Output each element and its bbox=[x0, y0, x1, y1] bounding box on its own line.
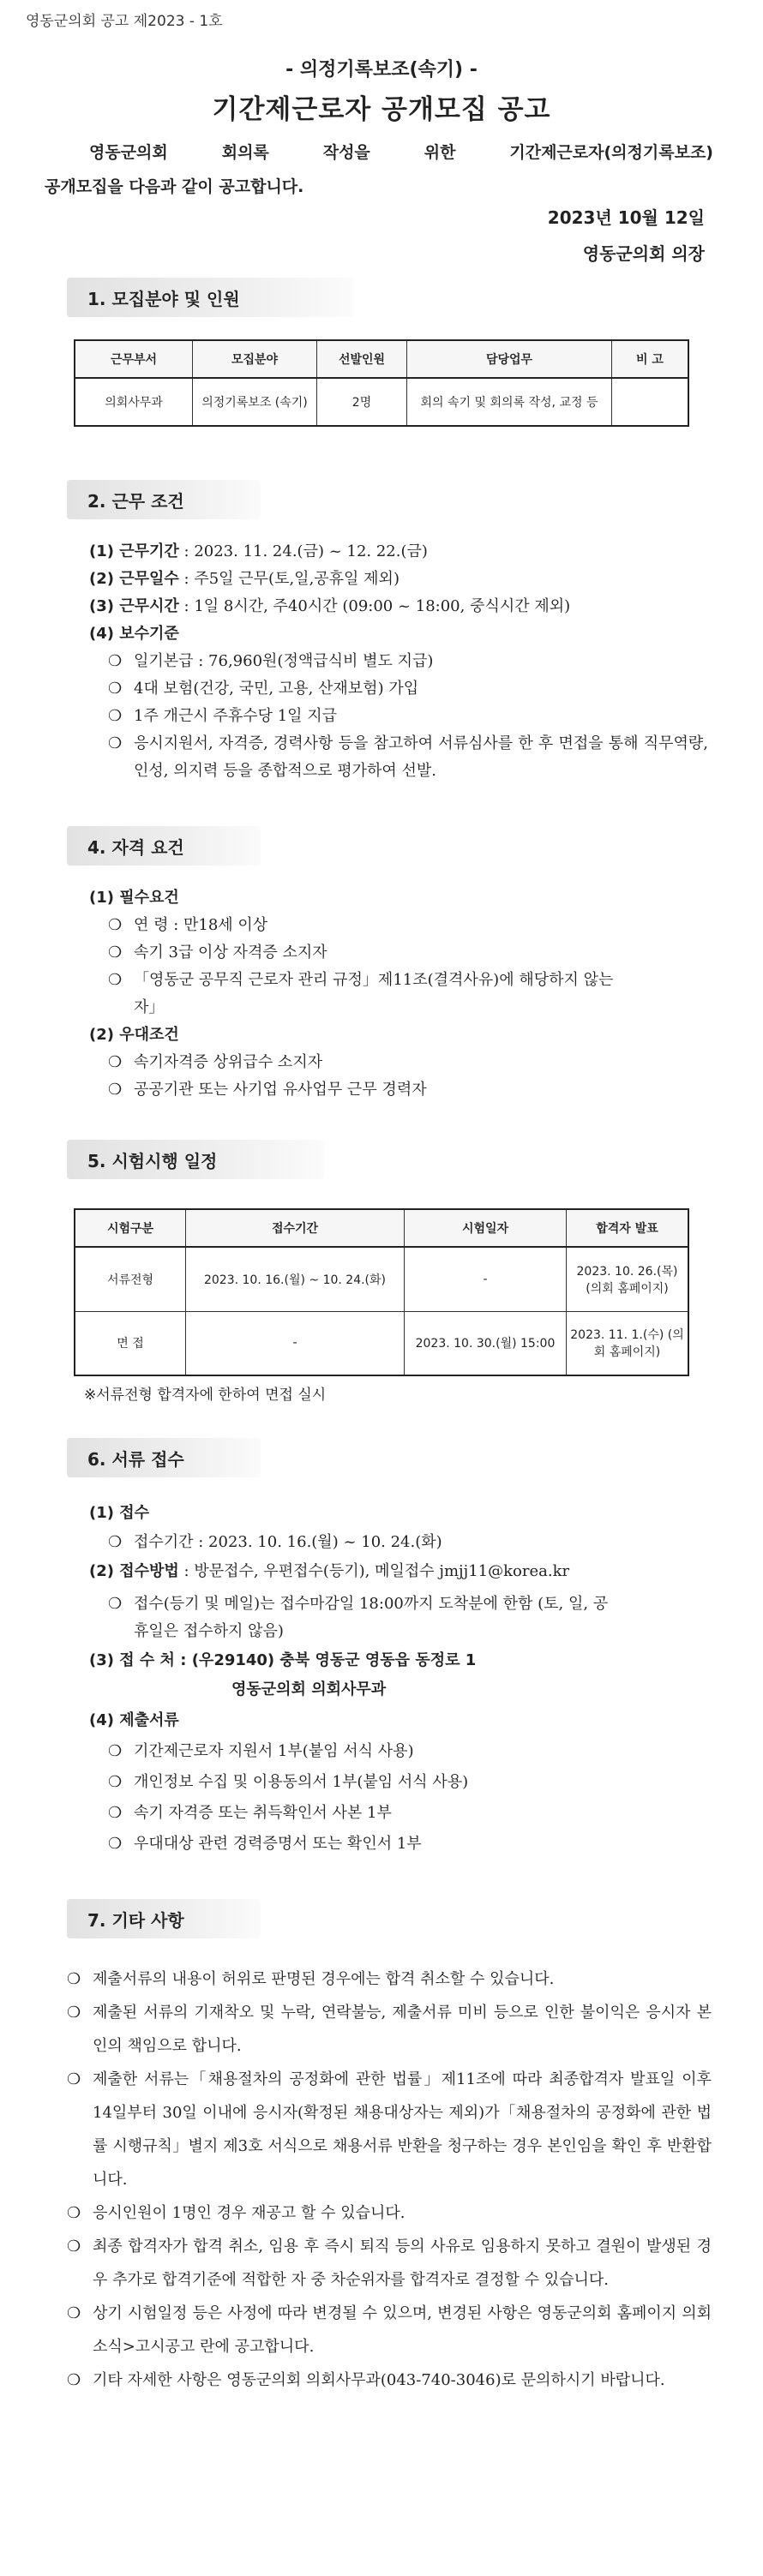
preferred-label: (2) 우대조건 bbox=[89, 1026, 179, 1044]
notice-date: 2023년 10월 12일 bbox=[547, 207, 705, 228]
table-row bbox=[75, 378, 688, 426]
bullet-icon: ❍ bbox=[108, 1053, 123, 1071]
bullet-icon: ❍ bbox=[67, 1970, 81, 1988]
work-days bbox=[89, 567, 400, 591]
required-label: (1) 필수요건 bbox=[89, 889, 179, 907]
list-item: ❍ 제출서류의 내용이 허위로 판명된 경우에는 합격 취소할 수 있습니다. bbox=[67, 1962, 712, 1996]
bullet-icon: ❍ bbox=[108, 680, 123, 698]
table-cell: - bbox=[405, 1247, 567, 1311]
table-cell: 2023. 11. 1.(수) (의회 홈페이지) bbox=[567, 1311, 689, 1375]
bullet-icon: ❍ bbox=[108, 944, 123, 962]
table-cell: 2명 bbox=[317, 378, 407, 426]
list-item: ❍ 최종 합격자가 합격 취소, 임용 후 즉시 퇴직 등의 사유로 임용하지 못하고 결원이 발생된 경우 추가로 합격기준에 적합한 자 중 차순위자를 합격자로 결정할 수 있습니다. bbox=[67, 2230, 712, 2297]
list-item: ❍ 기간제근로자 지원서 1부(붙임 서식 사용) bbox=[108, 1740, 414, 1764]
bullet-icon: ❍ bbox=[67, 2304, 81, 2322]
list-item: ❍ 제출된 서류의 기재착오 및 누락, 연락불능, 제출서류 미비 등으로 인한 불이익은 응시자 본인의 책임으로 합니다. bbox=[67, 1996, 712, 2063]
receipt-method-value: : 방문접수, 우편접수(등기), 메일접수 jmjj11@korea.kr bbox=[183, 1562, 570, 1580]
table-header: 시험일자 bbox=[405, 1209, 567, 1247]
list-item: ❍ 상기 시험일정 등은 사정에 따라 변경될 수 있으며, 변경된 사항은 영동군의회 홈페이지 의회소식>고시공고 란에 공고합니다. bbox=[67, 2297, 712, 2363]
list-item: ❍ 접수(등기 및 메일)는 접수마감일 18:00까지 도착분에 한함 (토, 일, 공휴일은 접수하지 않음) bbox=[108, 1591, 622, 1645]
section-heading-other: 7. 기타 사항 bbox=[67, 1899, 261, 1938]
receipt-method-label: (2) 접수방법 bbox=[89, 1562, 179, 1580]
other-notes-list bbox=[67, 1962, 712, 2397]
table-cell: 회의 속기 및 회의록 작성, 교정 등 bbox=[407, 378, 612, 426]
bullet-icon: ❍ bbox=[67, 2204, 81, 2222]
section-heading-documents: 6. 서류 접수 bbox=[67, 1438, 261, 1477]
bullet-icon: ❍ bbox=[108, 734, 123, 752]
schedule-table bbox=[74, 1208, 689, 1376]
table-header: 접수기간 bbox=[186, 1209, 405, 1247]
receipt-address bbox=[89, 1649, 476, 1673]
list-item: ❍ 응시지원서, 자격증, 경력사항 등을 참고하여 서류심사를 한 후 면접을 통해 직무역량, 인성, 의지력 등을 종합적으로 평가하여 선발. bbox=[108, 730, 708, 785]
table-cell bbox=[612, 378, 689, 426]
work-period-label: (1) 근무기간 bbox=[89, 542, 179, 560]
receipt-address-office: 영동군의회 의회사무과 bbox=[231, 1680, 387, 1698]
bullet-icon: ❍ bbox=[67, 2371, 81, 2389]
table-header: 담당업무 bbox=[407, 340, 612, 378]
section-heading-schedule: 5. 시험시행 일정 bbox=[67, 1140, 324, 1179]
bullet-icon: ❍ bbox=[108, 971, 123, 989]
list-item: ❍ 일기본급 : 76,960원(정액급식비 별도 지급) bbox=[108, 650, 433, 674]
bullet-icon: ❍ bbox=[108, 1742, 123, 1760]
bullet-icon: ❍ bbox=[108, 1533, 123, 1551]
list-item: ❍ 개인정보 수집 및 이용동의서 1부(붙임 서식 사용) bbox=[108, 1770, 468, 1794]
list-item: ❍ 연 령 : 만18세 이상 bbox=[108, 914, 267, 938]
work-period bbox=[89, 540, 428, 564]
list-item: ❍ 「영동군 공무직 근로자 관리 규정」제11조(결격사유)에 해당하지 않는 자」 bbox=[108, 967, 622, 1021]
list-item: ❍ 1주 개근시 주휴수당 1일 지급 bbox=[108, 704, 337, 728]
bullet-icon: ❍ bbox=[108, 1081, 123, 1099]
bullet-icon: ❍ bbox=[108, 916, 123, 934]
table-row bbox=[75, 1311, 688, 1375]
list-item: ❍ 공공기관 또는 사기업 유사업무 근무 경력자 bbox=[108, 1078, 427, 1102]
table-cell: 면 접 bbox=[75, 1311, 186, 1375]
table-header: 시험구분 bbox=[75, 1209, 186, 1247]
list-item: ❍ 응시인원이 1명인 경우 재공고 할 수 있습니다. bbox=[67, 2196, 712, 2230]
notice-subtitle: - 의정기록보조(속기) - bbox=[285, 59, 478, 81]
list-item: ❍ 기타 자세한 사항은 영동군의회 의회사무과(043-740-3046)로 문의하시기 바랍니다. bbox=[67, 2363, 712, 2397]
receipt-address-value: : (우29140) 충북 영동군 영동읍 동정로 1 bbox=[180, 1651, 477, 1669]
table-cell: - bbox=[186, 1311, 405, 1375]
section-heading-work-conditions: 2. 근무 조건 bbox=[67, 480, 261, 519]
bullet-icon: ❍ bbox=[108, 1773, 123, 1791]
table-header: 모집분야 bbox=[193, 340, 317, 378]
section-heading-recruitment: 1. 모집분야 및 인원 bbox=[67, 278, 353, 317]
section-heading-qualifications: 4. 자격 요건 bbox=[67, 826, 261, 866]
work-hours-label: (3) 근무시간 bbox=[89, 597, 179, 615]
table-row bbox=[75, 1247, 688, 1311]
list-item: ❍ 속기 3급 이상 자격증 소지자 bbox=[108, 941, 327, 965]
table-cell: 서류전형 bbox=[75, 1247, 186, 1311]
schedule-note: ※서류전형 합격자에 한하여 면접 실시 bbox=[84, 1387, 327, 1404]
receipt-label: (1) 접수 bbox=[89, 1504, 150, 1522]
recruitment-table bbox=[74, 339, 689, 427]
bullet-icon: ❍ bbox=[108, 1595, 123, 1613]
receipt-method bbox=[89, 1560, 569, 1584]
table-header: 합격자 발표 bbox=[567, 1209, 689, 1247]
table-cell: 의회사무과 bbox=[75, 378, 193, 426]
list-item: ❍ 접수기간 : 2023. 10. 16.(월) ~ 10. 24.(화) bbox=[108, 1531, 442, 1555]
intro-line-1: 영동군의회 회의록 작성을 위한 기간제근로자(의정기록보조) bbox=[89, 143, 713, 162]
submit-docs-label: (4) 제출서류 bbox=[89, 1711, 179, 1729]
table-header: 근무부서 bbox=[75, 340, 193, 378]
work-period-value: : 2023. 11. 24.(금) ~ 12. 22.(금) bbox=[183, 542, 428, 560]
list-item: ❍ 속기 자격증 또는 취득확인서 사본 1부 bbox=[108, 1801, 392, 1825]
list-item: ❍ 제출한 서류는「채용절차의 공정화에 관한 법률」제11조에 따라 최종합격자 발표일 이후 14일부터 30일 이내에 응시자(확정된 채용대상자는 제외)가「채용절차의 공정화에 관한 법률 시행규칙」별지 제3호 서식으로 채용서류 반환을 청구하는 경우 본인임을 확인 후 반환합니다. bbox=[67, 2063, 712, 2196]
bullet-icon: ❍ bbox=[108, 707, 123, 725]
table-cell: 2023. 10. 26.(목) (의회 홈페이지) bbox=[567, 1247, 689, 1311]
work-hours bbox=[89, 595, 570, 619]
bullet-icon: ❍ bbox=[67, 2238, 81, 2255]
list-item: ❍ 우대대상 관련 경력증명서 또는 확인서 1부 bbox=[108, 1832, 422, 1856]
table-cell: 의정기록보조 (속기) bbox=[193, 378, 317, 426]
work-days-label: (2) 근무일수 bbox=[89, 570, 179, 588]
table-header: 비 고 bbox=[612, 340, 689, 378]
receipt-address-label: (3) 접 수 처 bbox=[89, 1651, 175, 1669]
bullet-icon: ❍ bbox=[67, 2070, 81, 2088]
table-header: 선발인원 bbox=[317, 340, 407, 378]
table-cell: 2023. 10. 30.(월) 15:00 bbox=[405, 1311, 567, 1375]
bullet-icon: ❍ bbox=[67, 2004, 81, 2022]
bullet-icon: ❍ bbox=[108, 1804, 123, 1822]
work-days-value: : 주5일 근무(토,일,공휴일 제외) bbox=[183, 570, 400, 588]
notice-issuer: 영동군의회 의장 bbox=[582, 243, 705, 264]
work-hours-value: : 1일 8시간, 주40시간 (09:00 ~ 18:00, 중식시간 제외) bbox=[183, 597, 571, 615]
table-cell: 2023. 10. 16.(월) ~ 10. 24.(화) bbox=[186, 1247, 405, 1311]
list-item: ❍ 속기자격증 상위급수 소지자 bbox=[108, 1051, 322, 1075]
bullet-icon: ❍ bbox=[108, 1835, 123, 1853]
intro-line-2: 공개모집을 다음과 같이 공고합니다. bbox=[45, 177, 304, 196]
bullet-icon: ❍ bbox=[108, 652, 123, 670]
notice-number: 영동군의회 공고 제2023 - 1호 bbox=[26, 13, 223, 30]
intro-paragraph bbox=[45, 135, 713, 204]
list-item: ❍ 4대 보험(건강, 국민, 고용, 산재보험) 가입 bbox=[108, 677, 418, 701]
page-title: 기간제근로자 공개모집 공고 bbox=[212, 94, 551, 125]
pay-standard-label: (4) 보수기준 bbox=[89, 625, 179, 643]
